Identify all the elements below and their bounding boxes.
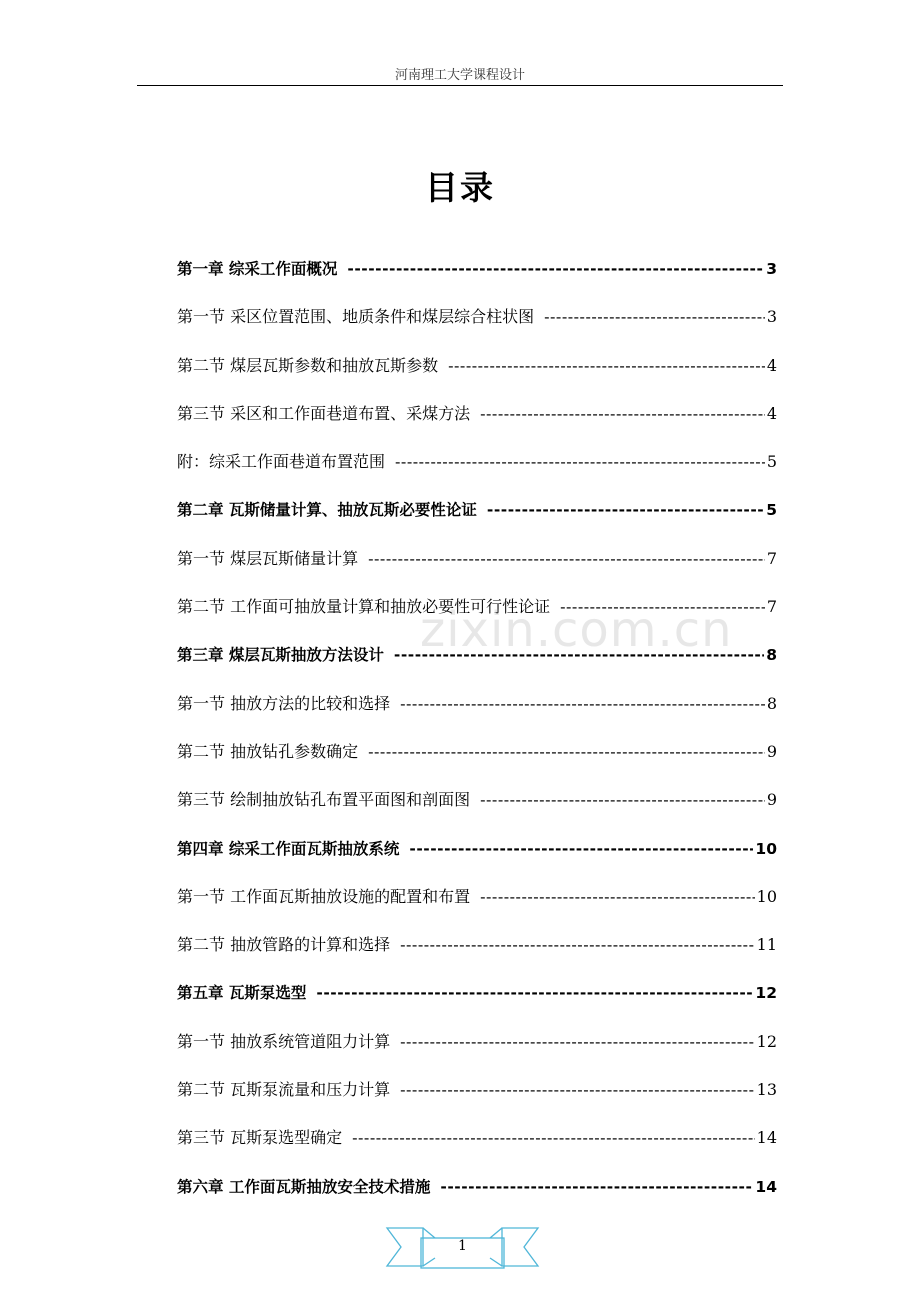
toc-page-number: 9	[766, 790, 777, 810]
toc-page-number: 7	[766, 597, 777, 617]
table-of-contents	[177, 256, 777, 1222]
toc-dot-leader	[487, 497, 764, 523]
toc-page-number: 7	[766, 548, 777, 568]
toc-page-number: 14	[756, 1128, 777, 1148]
toc-entry-title: 第三章 煤层瓦斯抽放方法设计	[177, 646, 384, 665]
toc-page-number: 9	[766, 741, 777, 761]
toc-section-entry[interactable]	[177, 304, 777, 352]
toc-page-number: 5	[766, 452, 777, 472]
toc-page-number: 4	[766, 403, 777, 423]
toc-page-number: 12	[756, 1031, 777, 1051]
toc-entry-title: 第一节 抽放系统管道阻力计算	[177, 1031, 391, 1051]
toc-dot-leader	[448, 353, 765, 379]
page-number: 1	[458, 1238, 467, 1254]
toc-entry-title: 第二节 抽放钻孔参数确定	[177, 741, 359, 761]
toc-page-number: 14	[755, 1177, 777, 1196]
toc-dot-leader	[400, 1029, 755, 1055]
toc-chapter-entry[interactable]	[177, 497, 777, 545]
toc-dot-leader	[400, 691, 765, 717]
toc-page-number: 3	[766, 260, 777, 278]
toc-dot-leader	[409, 836, 753, 862]
toc-dot-leader	[347, 256, 764, 282]
toc-entry-title: 第二章 瓦斯储量计算、抽放瓦斯必要性论证	[177, 501, 477, 520]
page-header: 河南理工大学课程设计	[394, 68, 525, 83]
toc-chapter-entry[interactable]	[177, 1174, 777, 1222]
toc-page-number: 12	[755, 984, 777, 1003]
toc-dot-leader	[395, 449, 765, 475]
toc-page-number: 3	[766, 307, 777, 327]
toc-section-entry[interactable]	[177, 691, 777, 739]
toc-dot-leader	[368, 739, 765, 765]
toc-page-number: 8	[766, 646, 777, 665]
toc-entry-title: 第一章 综采工作面概况	[177, 260, 338, 278]
toc-section-entry[interactable]	[177, 546, 777, 594]
toc-entry-title: 第一节 煤层瓦斯储量计算	[177, 548, 359, 568]
toc-section-entry[interactable]	[177, 932, 777, 980]
toc-entry-title: 附：综采工作面巷道布置范围	[177, 452, 386, 472]
toc-entry-title: 第二节 瓦斯泵流量和压力计算	[177, 1080, 391, 1100]
toc-section-entry[interactable]	[177, 1077, 777, 1125]
toc-entry-title: 第五章 瓦斯泵选型	[177, 984, 307, 1003]
toc-dot-leader	[400, 932, 755, 958]
toc-entry-title: 第一节 采区位置范围、地质条件和煤层综合柱状图	[177, 307, 535, 327]
toc-entry-title: 第三节 采区和工作面巷道布置、采煤方法	[177, 403, 471, 423]
toc-section-entry[interactable]	[177, 739, 777, 787]
toc-section-entry[interactable]	[177, 787, 777, 835]
toc-entry-title: 第二节 工作面可抽放量计算和抽放必要性可行性论证	[177, 597, 551, 617]
toc-page-number: 10	[756, 886, 777, 906]
toc-page-number: 5	[766, 501, 777, 520]
toc-entry-title: 第四章 综采工作面瓦斯抽放系统	[177, 839, 400, 858]
toc-dot-leader	[480, 401, 765, 427]
toc-dot-leader	[368, 546, 765, 572]
toc-chapter-entry[interactable]	[177, 980, 777, 1028]
toc-page-number: 10	[755, 839, 777, 858]
page-footer	[385, 1222, 540, 1274]
toc-chapter-entry[interactable]	[177, 256, 777, 304]
toc-page-number: 4	[766, 355, 777, 375]
toc-dot-leader	[480, 787, 765, 813]
watermark: zixin.com.cn	[420, 602, 733, 658]
toc-section-entry[interactable]	[177, 1125, 777, 1173]
toc-section-entry[interactable]	[177, 884, 777, 932]
toc-entry-title: 第三节 瓦斯泵选型确定	[177, 1128, 343, 1148]
toc-entry-title: 第三节 绘制抽放钻孔布置平面图和剖面图	[177, 790, 471, 810]
toc-dot-leader	[316, 980, 753, 1006]
toc-title: 目录	[425, 168, 495, 207]
toc-entry-title: 第二节 煤层瓦斯参数和抽放瓦斯参数	[177, 355, 439, 375]
toc-page-number: 11	[756, 935, 777, 955]
toc-entry-title: 第一节 抽放方法的比较和选择	[177, 693, 391, 713]
toc-page-number: 8	[766, 693, 777, 713]
toc-section-entry[interactable]	[177, 449, 777, 497]
toc-dot-leader	[480, 884, 755, 910]
toc-page-number: 13	[756, 1080, 777, 1100]
header-rule	[137, 85, 783, 86]
toc-section-entry[interactable]	[177, 1029, 777, 1077]
toc-dot-leader	[400, 1077, 755, 1103]
toc-dot-leader	[440, 1174, 753, 1200]
toc-section-entry[interactable]	[177, 353, 777, 401]
toc-chapter-entry[interactable]	[177, 836, 777, 884]
toc-dot-leader	[352, 1125, 755, 1151]
toc-entry-title: 第一节 工作面瓦斯抽放设施的配置和布置	[177, 886, 471, 906]
toc-entry-title: 第二节 抽放管路的计算和选择	[177, 935, 391, 955]
toc-entry-title: 第六章 工作面瓦斯抽放安全技术措施	[177, 1177, 431, 1196]
toc-section-entry[interactable]	[177, 401, 777, 449]
toc-dot-leader	[544, 304, 765, 330]
